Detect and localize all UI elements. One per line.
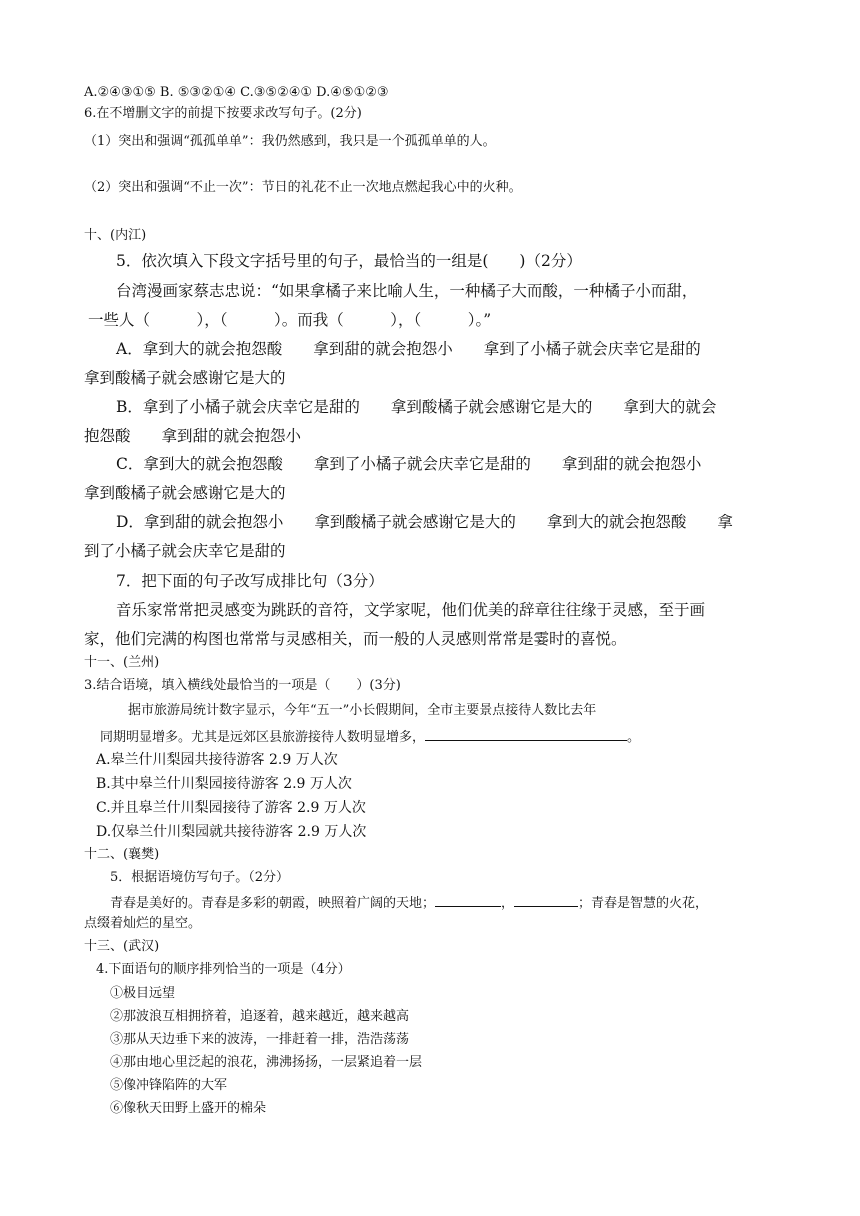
sequence-item-6: ⑥像秋天田野上盛开的棉朵 xyxy=(110,1101,267,1116)
section-12-line-1-part-a: 青春是美好的。青春是多彩的朝霞，映照着广阔的天地； xyxy=(110,896,436,911)
q5-options-line: A.②④③①⑤ B. ⑤③②①④ C.③⑤②④① D.④⑤①②③ xyxy=(84,85,389,100)
sequence-item-2: ②那波浪互相拥挤着，追逐着，越来越近，越来越高 xyxy=(110,1009,410,1024)
section-12-line-2: 点缀着灿烂的星空。 xyxy=(84,916,202,931)
section-10-header: 十、(内江) xyxy=(84,228,147,243)
section-11-option-a: A.皋兰什川梨园共接待游客 2.9 万人次 xyxy=(96,752,338,768)
section-12-q5-title: 5．根据语境仿写句子。（2分） xyxy=(110,870,290,885)
section-12-header: 十二、(襄樊) xyxy=(84,847,160,862)
section-11-q3-title: 3.结合语境，填入横线处最恰当的一项是（ ）(3分) xyxy=(84,678,401,693)
q6-title: 6.在不增删文字的前提下按要求改写句子。(2分) xyxy=(84,106,362,121)
section-10-passage-line-2: 一些人（ ），（ ）。而我（ ），（ ）。” xyxy=(88,311,492,329)
section-11-option-b: B.其中皋兰什川梨园接待游客 2.9 万人次 xyxy=(96,776,352,792)
section-12-line-1 xyxy=(110,894,708,912)
section-13-q4-title: 4.下面语句的顺序排列恰当的一项是（4分） xyxy=(96,962,351,977)
section-10-q7-line-2: 家，他们完满的构图也常常与灵感相关，而一般的人灵感则常常是霎时的喜悦。 xyxy=(84,630,627,648)
answer-blank-1 xyxy=(435,894,501,907)
sequence-item-5: ⑤像冲锋陷阵的大军 xyxy=(110,1078,228,1093)
section-12-line-1-part-c: ；青春是智慧的火花， xyxy=(578,896,709,911)
section-10-passage-line-1: 台湾漫画家蔡志忠说：“如果拿橘子来比喻人生，一种橘子大而酸，一种橘子小而甜， xyxy=(116,282,698,300)
section-10-option-a-line-1: A．拿到大的就会抱怨酸 拿到甜的就会抱怨小 拿到了小橘子就会庆幸它是甜的 xyxy=(116,340,701,358)
section-11-option-c: C.并且皋兰什川梨园接待了游客 2.9 万人次 xyxy=(96,800,366,816)
section-11-header: 十一、(兰州) xyxy=(84,655,160,670)
section-10-option-b-line-2: 抱怨酸 拿到甜的就会抱怨小 xyxy=(84,427,302,445)
section-11-passage-line-2 xyxy=(100,728,640,746)
section-10-q5-title: 5．依次填入下段文字括号里的句子，最恰当的一组是( )（2分） xyxy=(116,252,582,270)
section-11-option-d: D.仅皋兰什川梨园就共接待游客 2.9 万人次 xyxy=(96,824,367,840)
section-11-passage-line-1: 据市旅游局统计数字显示，今年“五一”小长假期间，全市主要景点接待人数比去年 xyxy=(128,703,597,718)
sequence-item-3: ③那从天边垂下来的波涛，一排赶着一排，浩浩荡荡 xyxy=(110,1032,410,1047)
section-10-option-d-line-2: 到了小橘子就会庆幸它是甜的 xyxy=(84,542,286,560)
section-11-passage-text: 同期明显增多。尤其是远郊区县旅游接待人数明显增多， xyxy=(100,730,426,745)
section-13-header: 十三、(武汉) xyxy=(84,939,160,954)
q6-item-1: （1）突出和强调“孤孤单单”：我仍然感到，我只是一个孤孤单单的人。 xyxy=(84,134,496,149)
sequence-item-4: ④那由地心里泛起的浪花，沸沸扬扬，一层紧追着一层 xyxy=(110,1055,423,1070)
section-12-line-1-part-b: ， xyxy=(501,896,515,911)
q6-item-2: （2）突出和强调“不止一次”：节日的礼花不止一次地点燃起我心中的火种。 xyxy=(84,180,522,195)
section-10-option-c-line-2: 拿到酸橘子就会感谢它是大的 xyxy=(84,484,286,502)
section-10-option-d-line-1: D．拿到甜的就会抱怨小 拿到酸橘子就会感谢它是大的 拿到大的就会抱怨酸 拿 xyxy=(116,513,733,531)
answer-blank-2 xyxy=(514,894,578,907)
answer-blank xyxy=(425,728,627,741)
section-10-q7-title: 7．把下面的句子改写成排比句（3分） xyxy=(116,572,384,590)
section-10-option-c-line-1: C．拿到大的就会抱怨酸 拿到了小橘子就会庆幸它是甜的 拿到甜的就会抱怨小 xyxy=(116,455,702,473)
section-10-option-a-line-2: 拿到酸橘子就会感谢它是大的 xyxy=(84,369,286,387)
sequence-item-1: ①极目远望 xyxy=(110,986,176,1001)
section-10-option-b-line-1: B．拿到了小橘子就会庆幸它是甜的 拿到酸橘子就会感谢它是大的 拿到大的就会 xyxy=(116,398,717,416)
section-10-q7-line-1: 音乐家常常把灵感变为跳跃的音符，文学家呢，他们优美的辞章往往缘于灵感，至于画 xyxy=(116,601,706,619)
section-11-passage-end: 。 xyxy=(627,730,641,745)
